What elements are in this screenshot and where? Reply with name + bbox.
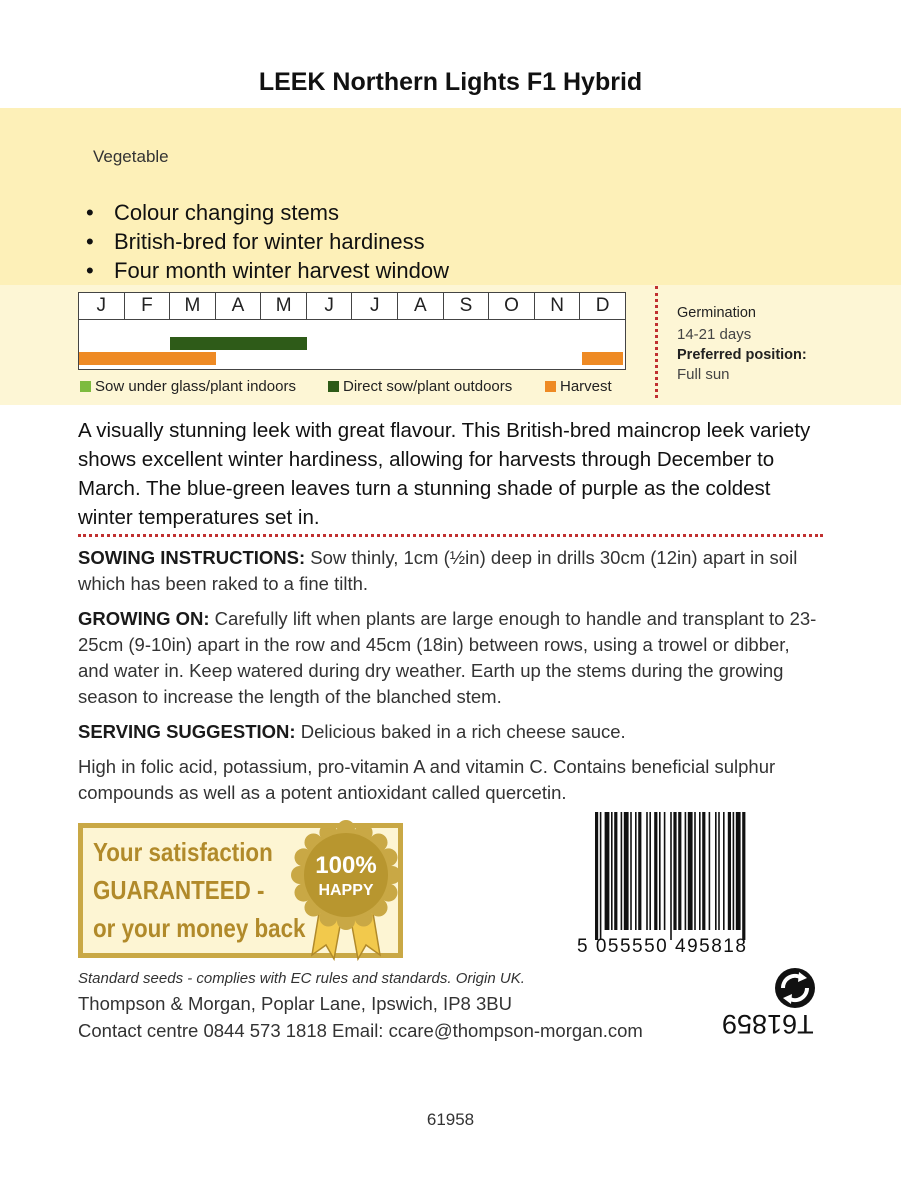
month-label: D bbox=[595, 295, 610, 316]
legend-indoors bbox=[80, 378, 296, 395]
month-label: J bbox=[79, 293, 125, 319]
sowing-heading: SOWING INSTRUCTIONS: bbox=[78, 547, 306, 568]
sowing-text: Sow thinly, 1cm (½in) deep in drills 30cm (12in) apart in soil which has been raked to a fine tilth. bbox=[78, 547, 798, 594]
nutrition-note: High in folic acid, potassium, pro-vitamin A and vitamin C. Contains beneficial sulphur compounds as well as a potent antioxidant called quercetin. bbox=[78, 756, 776, 803]
barcode bbox=[593, 812, 797, 940]
legend-outdoors bbox=[328, 378, 512, 395]
serving-text: Delicious baked in a rich cheese sauce. bbox=[295, 721, 626, 742]
barcode-digits: 5 055550 495818 bbox=[577, 936, 748, 957]
feature-list bbox=[86, 198, 449, 285]
dotted-divider-horizontal bbox=[78, 534, 823, 537]
germination-value: 14-21 days bbox=[677, 326, 752, 343]
legend-label: Harvest bbox=[560, 378, 612, 395]
sowing-instructions bbox=[78, 545, 823, 597]
dotted-divider-vertical bbox=[655, 286, 658, 398]
legend-swatch bbox=[80, 381, 91, 392]
month-label: A bbox=[216, 293, 262, 319]
guarantee-line-2: GUARANTEED - bbox=[93, 875, 265, 905]
legend-swatch bbox=[545, 381, 556, 392]
green-dot-recycle-icon bbox=[773, 966, 817, 1010]
product-title: LEEK Northern Lights F1 Hybrid bbox=[258, 68, 643, 96]
harvest-bar-early bbox=[79, 352, 216, 365]
legend-harvest bbox=[545, 378, 612, 395]
growing-text: Carefully lift when plants are large enough to handle and transplant to 23-25cm (9-10in) apart in the row and 45cm (18in) between rows, using a trowel or dibber, and water in. Keep watered during dry weather. Earth up the stems during the growing season to increase the length of the blanched stem. bbox=[78, 608, 817, 707]
footer-code: 61958 bbox=[426, 1110, 475, 1129]
description: A visually stunning leek with great flavour. This British-bred maincrop leek variety shows excellent winter hardiness, allowing for harvests through December to March. The blue-green leaves turn a stunning shade of purple as the coldest winter temperatures set in. bbox=[78, 419, 811, 529]
seal-word: HAPPY bbox=[318, 882, 374, 899]
feature-item: • British-bred for winter hardiness bbox=[86, 227, 449, 256]
serving-heading: SERVING SUGGESTION: bbox=[78, 721, 296, 742]
sowing-calendar bbox=[78, 292, 626, 370]
month-label: J bbox=[307, 293, 353, 319]
month-label: S bbox=[444, 293, 490, 319]
month-label: J bbox=[352, 293, 398, 319]
month-label: O bbox=[489, 293, 535, 319]
month-label: N bbox=[535, 293, 581, 319]
month-label: M bbox=[261, 293, 307, 319]
contact-info: Contact centre 0844 573 1818 Email: ccare@thompson-morgan.com bbox=[78, 1020, 643, 1041]
serving-suggestion bbox=[78, 719, 823, 745]
growing-heading: GROWING ON: bbox=[78, 608, 210, 629]
legend-label: Sow under glass/plant indoors bbox=[95, 378, 296, 395]
legend-swatch bbox=[328, 381, 339, 392]
position-label: Preferred position: bbox=[677, 347, 807, 363]
seal-percent: 100% bbox=[315, 852, 377, 879]
guarantee-line-3: or your money back bbox=[93, 913, 306, 943]
product-code: T61859 bbox=[722, 1009, 814, 1039]
month-label: F bbox=[125, 293, 171, 319]
month-label: A bbox=[398, 293, 444, 319]
month-label: M bbox=[170, 293, 216, 319]
satisfaction-guarantee-badge bbox=[78, 823, 403, 958]
feature-item: • Four month winter harvest window bbox=[86, 256, 449, 285]
category-label: Vegetable bbox=[93, 147, 169, 166]
happy-seal-icon bbox=[290, 815, 402, 963]
direct-sow-bar bbox=[170, 337, 307, 350]
harvest-bar-late bbox=[582, 352, 624, 365]
position-value: Full sun bbox=[677, 366, 730, 383]
calendar-months bbox=[79, 293, 625, 320]
feature-item: • Colour changing stems bbox=[86, 198, 449, 227]
growing-on bbox=[78, 606, 823, 710]
standard-note: Standard seeds - complies with EC rules and standards. Origin UK. bbox=[78, 970, 525, 987]
guarantee-line-1: Your satisfaction bbox=[93, 837, 273, 867]
company-address: Thompson & Morgan, Poplar Lane, Ipswich, IP8 3BU bbox=[78, 993, 512, 1014]
legend-label: Direct sow/plant outdoors bbox=[343, 378, 513, 395]
germination-label: Germination bbox=[677, 305, 756, 321]
